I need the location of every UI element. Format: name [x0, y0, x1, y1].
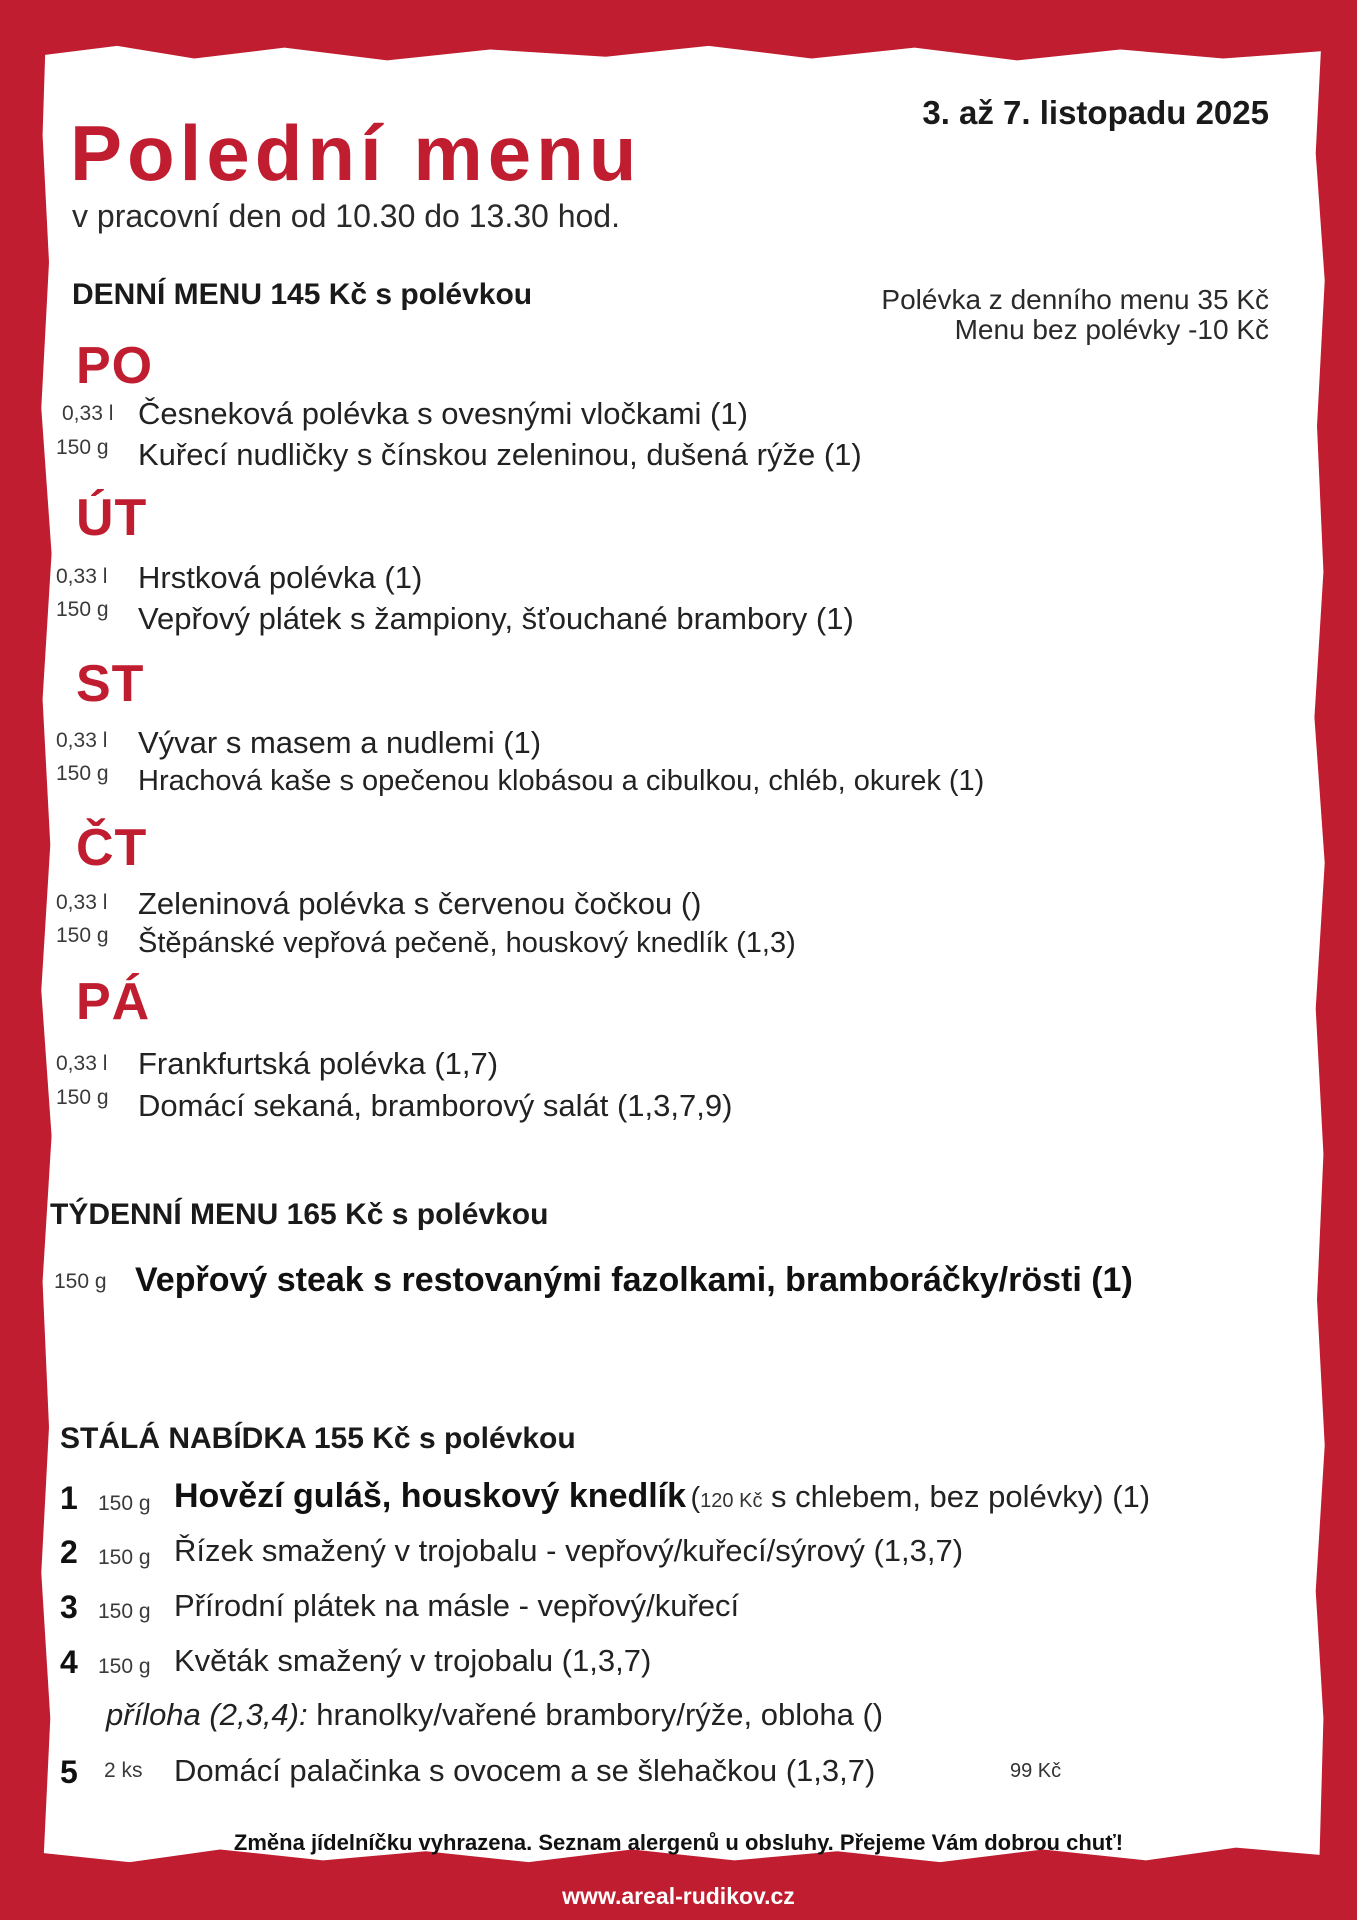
main-qty: 150 g	[56, 436, 109, 459]
day-label-friday: PÁ	[76, 973, 151, 1031]
standing-item-1	[174, 1477, 1150, 1516]
weekly-qty: 150 g	[54, 1270, 107, 1293]
no-soup-note: Menu bez polévky -10 Kč	[954, 314, 1269, 345]
soup-monday: Česneková polévka s ovesnými vločkami (1)	[138, 396, 748, 431]
standing-item-5: Domácí palačinka s ovocem a se šlehačkou (1,3,7)	[174, 1753, 876, 1788]
item-qty: 150 g	[98, 1546, 151, 1569]
standing-item-4: Květák smažený v trojobalu (1,3,7)	[174, 1643, 652, 1678]
date-range: 3. až 7. listopadu 2025	[922, 94, 1269, 131]
soup-qty: 0,33 l	[56, 891, 108, 914]
item-price: 99 Kč	[1010, 1760, 1062, 1782]
soup-qty: 0,33 l	[56, 729, 108, 752]
item-number: 1	[60, 1480, 78, 1516]
weekly-menu-heading: TÝDENNÍ MENU 165 Kč s polévkou	[50, 1198, 549, 1231]
item-extra-open: (	[690, 1482, 701, 1514]
soup-qty: 0,33 l	[56, 1052, 108, 1075]
opening-hours: v pracovní den od 10.30 do 13.30 hod.	[72, 198, 620, 234]
item-qty: 150 g	[98, 1492, 151, 1515]
side-label: příloha (2,3,4):	[106, 1697, 308, 1732]
day-label-thursday: ČT	[76, 819, 148, 877]
main-qty: 150 g	[56, 924, 109, 947]
main-monday: Kuřecí nudličky s čínskou zeleninou, dušená rýže (1)	[138, 437, 862, 472]
standing-item-3: Přírodní plátek na másle - vepřový/kuřecí	[174, 1588, 740, 1623]
main-qty: 150 g	[56, 762, 109, 785]
item-qty: 150 g	[98, 1600, 151, 1623]
item-extra-text: s chlebem, bez polévky) (1)	[762, 1479, 1151, 1514]
day-label-wednesday: ST	[76, 655, 145, 713]
item-number: 4	[60, 1644, 78, 1680]
day-label-tuesday: ÚT	[76, 489, 148, 547]
soup-price-note: Polévka z denního menu 35 Kč	[881, 284, 1269, 315]
day-label-monday: PO	[76, 337, 154, 395]
soup-wednesday: Vývar s masem a nudlemi (1)	[138, 725, 542, 760]
weekly-dish: Vepřový steak s restovanými fazolkami, bramboráčky/rösti (1)	[135, 1261, 1133, 1299]
item-qty: 2 ks	[104, 1759, 143, 1782]
website-link[interactable]: www.areal-rudikov.cz	[562, 1883, 795, 1909]
side-text: hranolky/vařené brambory/rýže, obloha ()	[307, 1697, 884, 1732]
side-dishes	[106, 1697, 883, 1733]
item-number: 2	[60, 1534, 78, 1570]
main-friday: Domácí sekaná, bramborový salát (1,3,7,9)	[138, 1088, 733, 1123]
main-qty: 150 g	[56, 1086, 109, 1109]
main-tuesday: Vepřový plátek s žampiony, šťouchané brambory (1)	[138, 601, 854, 636]
main-wednesday: Hrachová kaše s opečenou klobásou a cibulkou, chléb, okurek (1)	[138, 765, 985, 797]
footer-note: Změna jídelníčku vyhrazena. Seznam alergenů u obsluhy. Přejeme Vám dobrou chuť!	[233, 1830, 1124, 1855]
soup-tuesday: Hrstková polévka (1)	[138, 560, 423, 595]
soup-qty: 0,33 l	[56, 565, 108, 588]
page-title: Polední menu	[70, 109, 642, 197]
main-qty: 150 g	[56, 598, 109, 621]
standing-offer-heading: STÁLÁ NABÍDKA 155 Kč s polévkou	[60, 1422, 576, 1455]
standing-item-2: Řízek smažený v trojobalu - vepřový/kuřecí/sýrový (1,3,7)	[174, 1533, 964, 1568]
soup-qty: 0,33 l	[62, 402, 114, 425]
soup-friday: Frankfurtská polévka (1,7)	[138, 1046, 499, 1081]
main-thursday: Štěpánské vepřová pečeně, houskový knedlík (1,3)	[138, 927, 796, 959]
item-dish: Hovězí guláš, houskový knedlík	[174, 1477, 687, 1515]
item-qty: 150 g	[98, 1655, 151, 1678]
item-number: 3	[60, 1589, 78, 1625]
item-number: 5	[60, 1754, 78, 1790]
item-extra-price: 120 Kč	[700, 1490, 763, 1512]
daily-menu-heading: DENNÍ MENU 145 Kč s polévkou	[72, 278, 533, 311]
soup-thursday: Zeleninová polévka s červenou čočkou ()	[138, 886, 702, 921]
